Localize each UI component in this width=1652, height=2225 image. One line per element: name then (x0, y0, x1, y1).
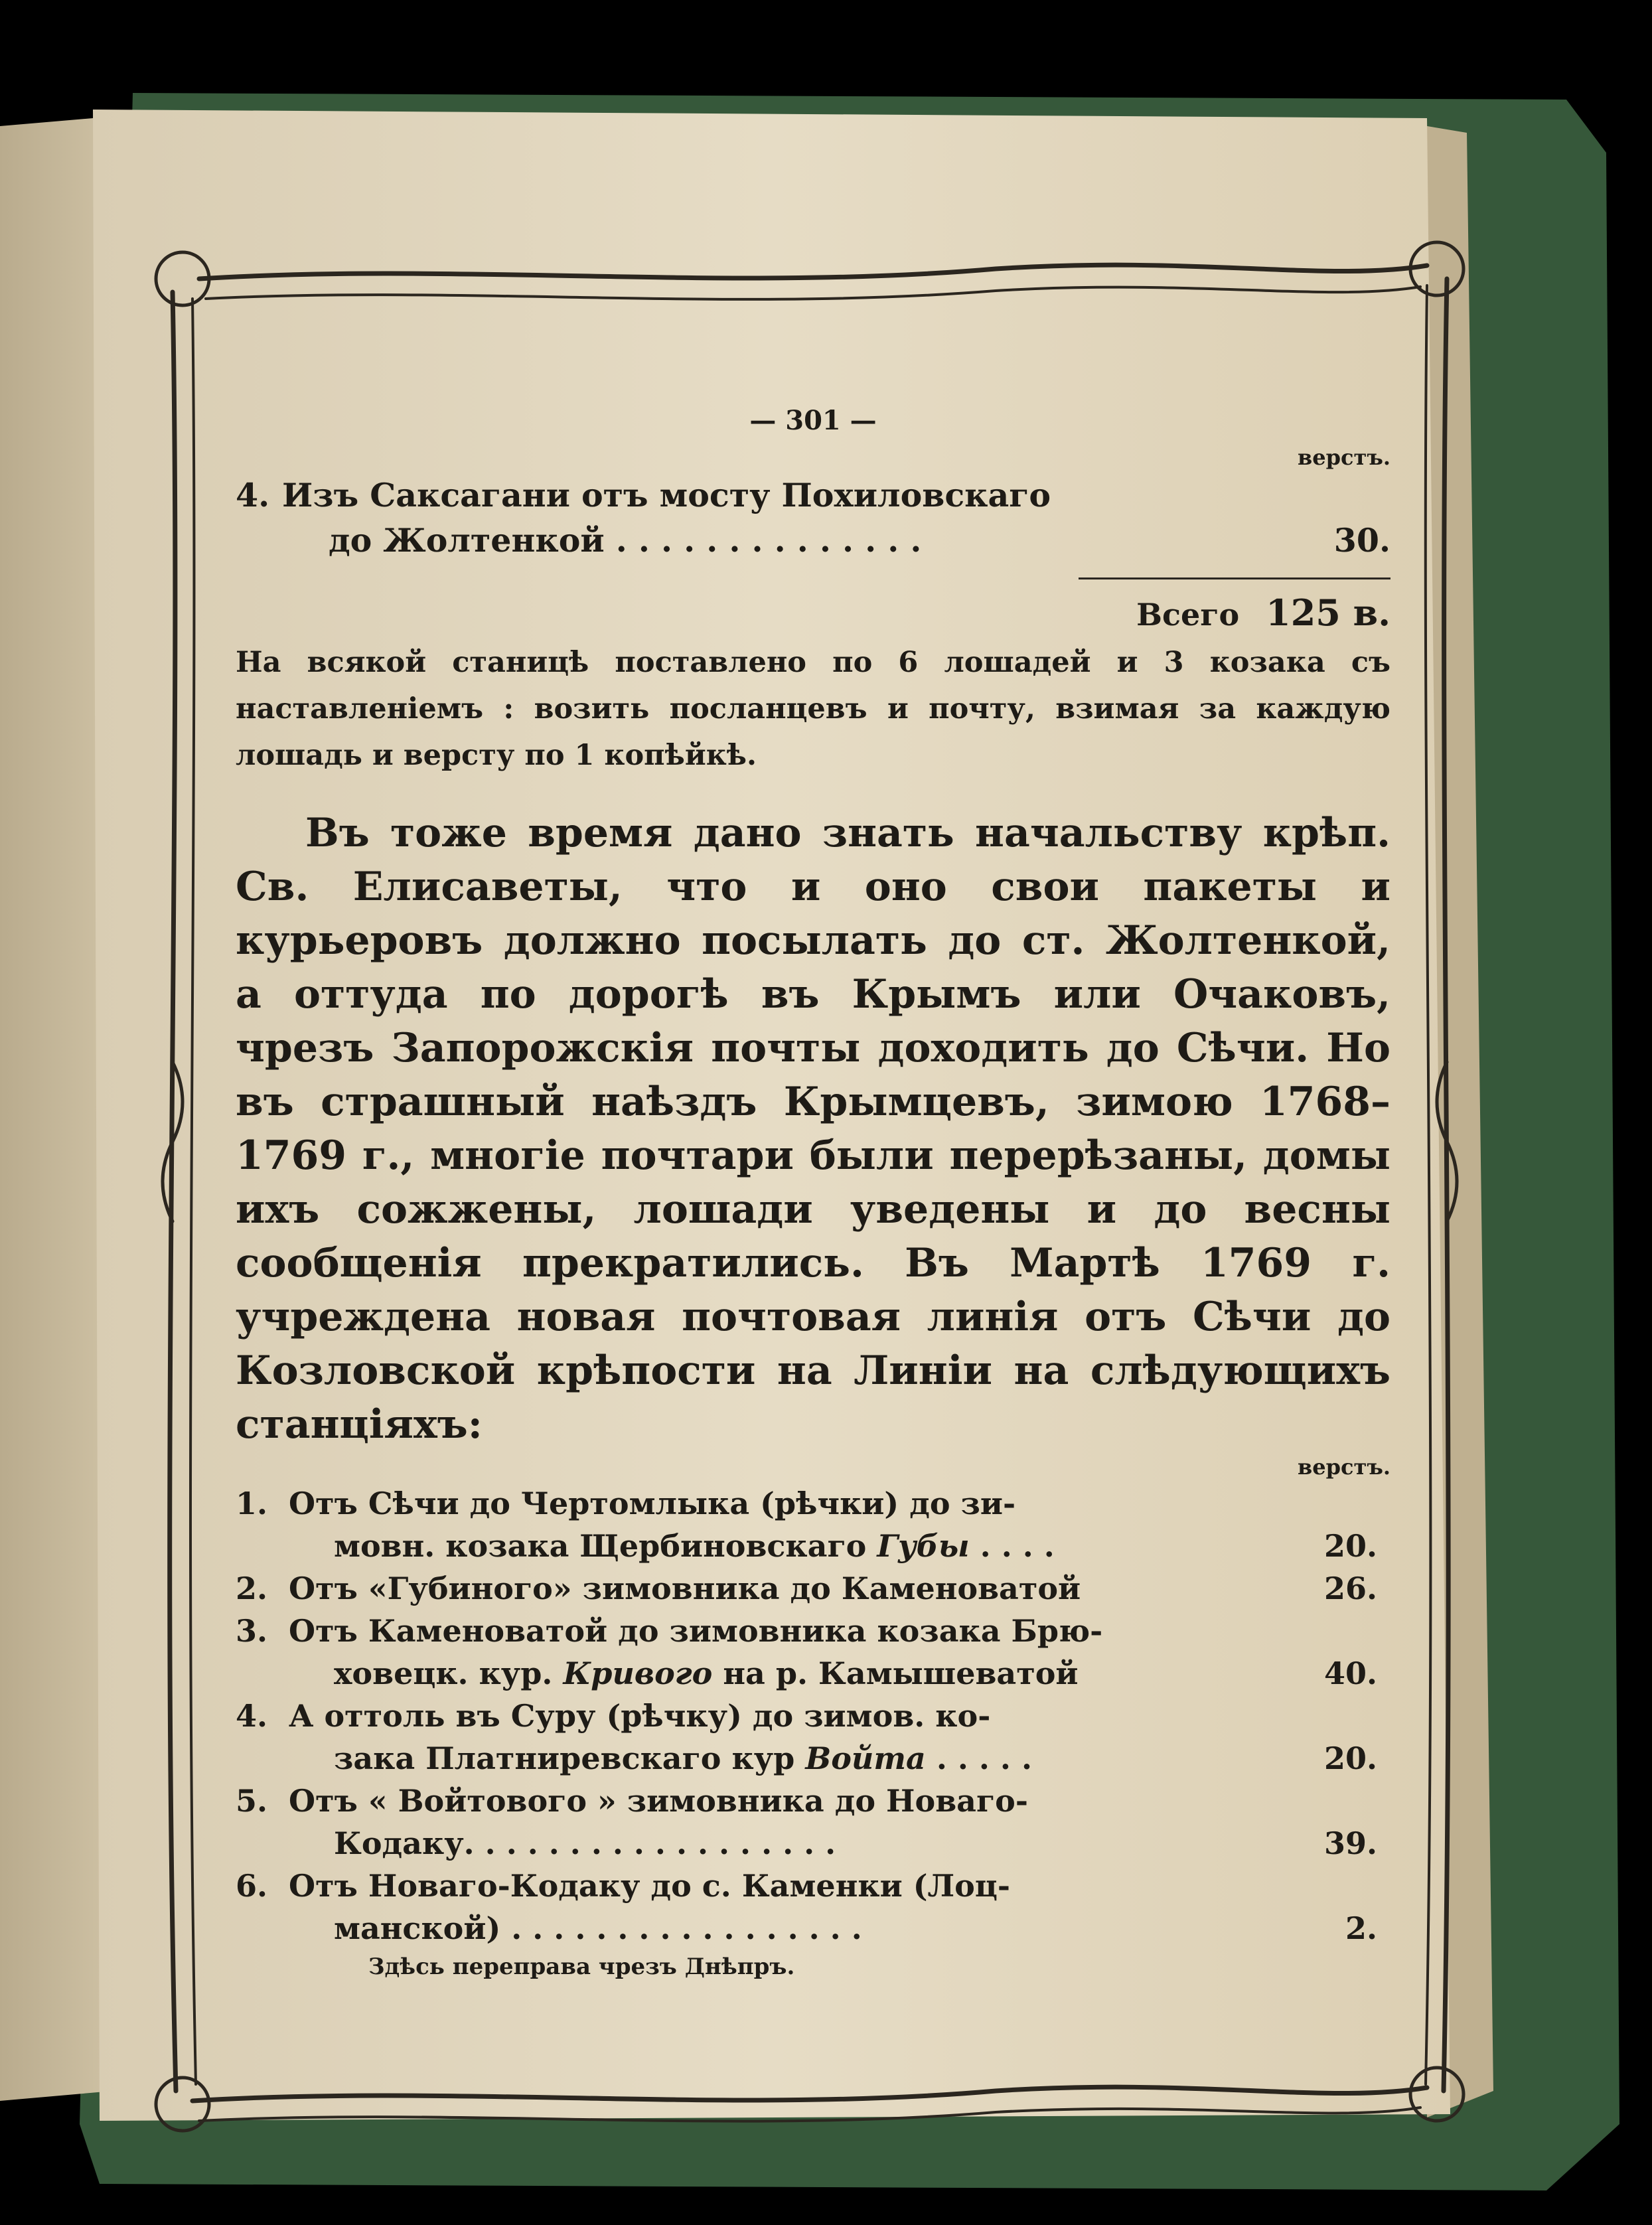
sum-rule (1079, 577, 1390, 579)
station-line-2-pre: мовн. козака Щербиновскаго (334, 1528, 877, 1564)
paragraph-main (236, 806, 1390, 1452)
station-name-italic: Войта (805, 1740, 926, 1776)
station-line-1: А оттоль въ Суру (рѣчку) до зимов. ко- (289, 1698, 991, 1734)
unit-label: верстъ. (1298, 445, 1390, 470)
station-line-2-pre: манской) . . . . . . . . . . . . . . . . . (334, 1910, 862, 1946)
station-number: 5. (236, 1783, 268, 1819)
unit-label-2: верстъ. (1298, 1454, 1390, 1480)
station-row (236, 1482, 1390, 1567)
station-line-2-pre: Кодаку. . . . . . . . . . . . . . . . . . (334, 1825, 836, 1861)
station-line-2 (236, 1737, 1390, 1780)
station-line-1: Отъ «Губиного» зимовника до Каменоватой (289, 1571, 1081, 1606)
station-distance: 26. (1323, 1571, 1377, 1606)
station-line-2-post: . . . . (969, 1528, 1055, 1564)
station-line-2-post: на р. Камышеватой (712, 1655, 1079, 1691)
station-number: 4. (236, 1698, 268, 1734)
station-number: 3. (236, 1613, 268, 1649)
station-distance: 20. (1323, 1740, 1377, 1776)
station-line-2 (236, 1907, 1390, 1950)
entry-number: 4. (236, 476, 270, 514)
station-distance: 39. (1323, 1825, 1377, 1861)
distance-entry-4 (236, 473, 1390, 563)
station-distance: 40. (1323, 1655, 1377, 1691)
station-line-2 (236, 1652, 1390, 1695)
station-name-italic: Губы (877, 1528, 970, 1564)
station-row (236, 1865, 1390, 1950)
station-line-2-pre: зака Платниревскаго кур (334, 1740, 806, 1776)
entry-line-2-text: до Жолтенкой . . . . . . . . . . . . . . (329, 521, 922, 560)
station-name-italic: Кривого (563, 1655, 713, 1691)
station-line-1: Отъ Сѣчи до Чертомлыка (рѣчки) до зи- (289, 1486, 1016, 1521)
entry-value: 30. (1333, 521, 1390, 560)
total-value: 125 в. (1266, 591, 1390, 634)
station-number: 2. (236, 1571, 268, 1606)
station-row (236, 1567, 1390, 1610)
paragraph-main-text: Въ тоже время дано знать начальству крѣп. Св. Елисаветы, что и оно свои пакеты и курьеровъ должно посылать до ст. Жолтенкой, а оттуда по дорогѣ въ Крымъ или Очаковъ, чрезъ Запорожскія почты доходить до Сѣчи. Но въ страшный наѣздъ Крымцевъ, зимою 1768–1769 г., многіе почтари были перерѣзаны, домы ихъ сожжены, лошади уведены и до весны сообщенія прекратились. Въ Мартѣ 1769 г. учреждена новая почтовая линія отъ Сѣчи до Козловской крѣпости на Линіи на слѣдующихъ станціяхъ: (236, 810, 1390, 1448)
station-line-1: Отъ Каменоватой до зимовника козака Брю- (289, 1613, 1103, 1649)
paragraph-small: На всякой станицѣ поставлено по 6 лошадей и 3 козака съ наставленіемъ : возить посланцевъ и почту, взимая за каждую лошадь и версту по 1 копѣйкѣ. (236, 646, 1390, 772)
station-line-2-pre: ховецк. кур. (334, 1655, 563, 1691)
station-distance: 2. (1345, 1910, 1377, 1946)
crossing-note: Здѣсь переправа чрезъ Днѣпръ. (368, 1954, 795, 1980)
entry-line-2 (236, 518, 1390, 563)
total-label: Всего (1136, 597, 1240, 633)
total-line (236, 591, 1390, 639)
station-line-2 (236, 1525, 1390, 1567)
station-distance: 20. (1323, 1528, 1377, 1564)
station-row (236, 1610, 1390, 1695)
station-line-1: Отъ « Войтового » зимовника до Новаго- (289, 1783, 1028, 1819)
page-text (236, 405, 1390, 1980)
station-number: 6. (236, 1868, 268, 1904)
station-row (236, 1780, 1390, 1865)
station-number: 1. (236, 1486, 268, 1521)
page-number: — 301 — (749, 405, 877, 436)
station-line-2 (236, 1822, 1390, 1865)
station-row (236, 1695, 1390, 1780)
station-line-2-post: . . . . . (925, 1740, 1032, 1776)
entry-line-1: Изъ Саксагани отъ мосту Похиловскаго (282, 476, 1051, 514)
station-line-1: Отъ Новаго-Кодаку до с. Каменки (Лоц- (289, 1868, 1010, 1904)
station-list (236, 1482, 1390, 1950)
